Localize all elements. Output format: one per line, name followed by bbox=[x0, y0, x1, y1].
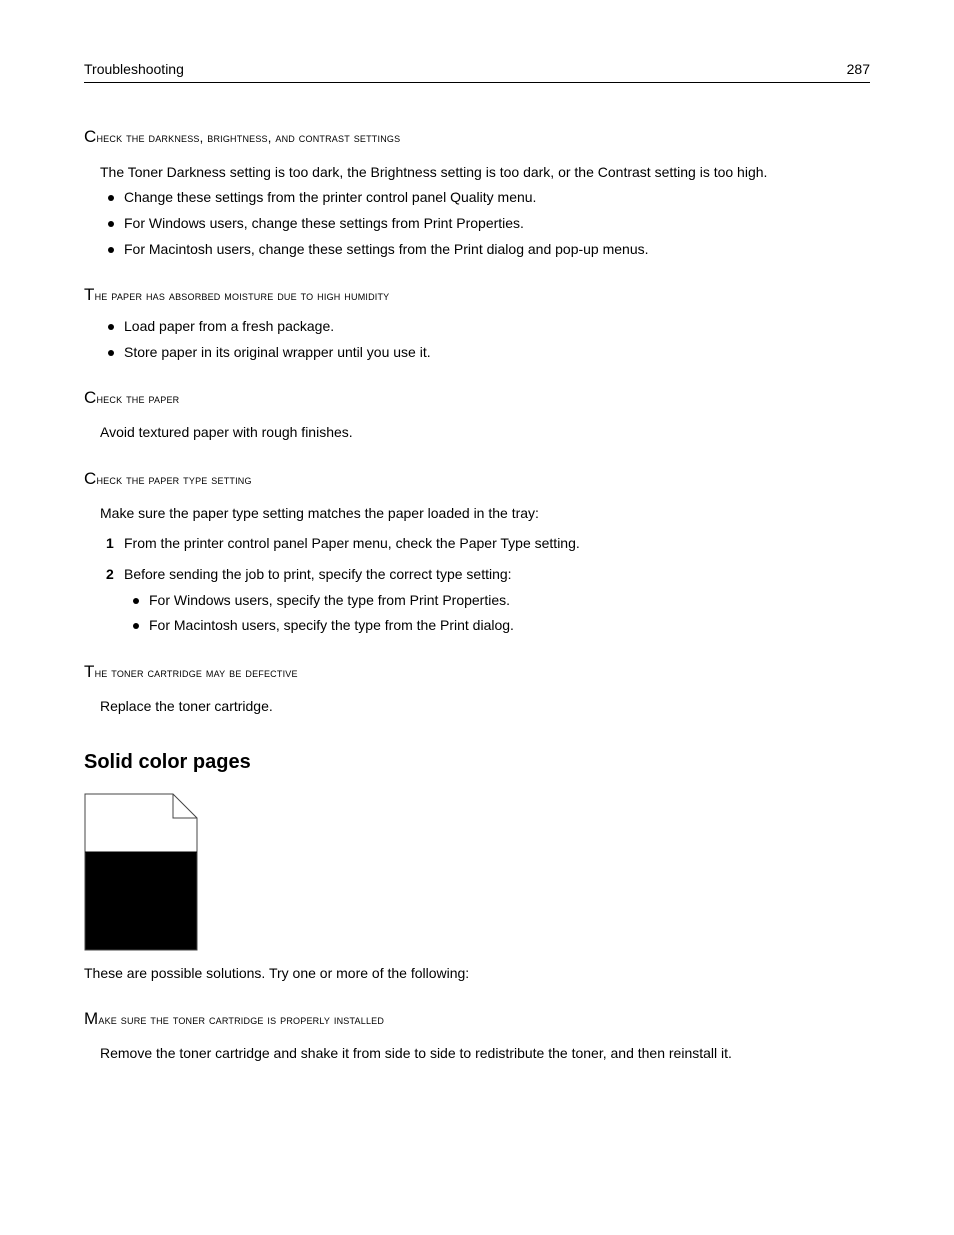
heading-toner-installed: Make sure the toner cartridge is properly installed bbox=[84, 1009, 385, 1028]
sub-list-item: For Macintosh users, specify the type from the Print dialog. bbox=[149, 617, 514, 633]
step-text: Before sending the job to print, specify the correct type setting: bbox=[124, 566, 512, 582]
step-number: 2 bbox=[106, 566, 114, 582]
paragraph-paper-type-intro: Make sure the paper type setting matches the paper loaded in the tray: bbox=[100, 505, 539, 521]
list-item: Load paper from a fresh package. bbox=[124, 318, 335, 334]
heading-paper-type: Check the paper type setting bbox=[84, 469, 252, 488]
topic-title: Solid color pages bbox=[84, 751, 251, 773]
heading-toner-defective: The toner cartridge may be defective bbox=[84, 662, 298, 681]
list-item: For Macintosh users, change these settings from the Print dialog and pop-up menus. bbox=[124, 241, 649, 257]
solid-color-page-icon bbox=[84, 793, 198, 958]
list-item: For Windows users, change these settings from Print Properties. bbox=[124, 215, 524, 231]
heading-check-paper: Check the paper bbox=[84, 388, 180, 407]
list-item: Store paper in its original wrapper until you use it. bbox=[124, 344, 431, 360]
paragraph-replace-toner: Replace the toner cartridge. bbox=[100, 698, 273, 714]
page-number: 287 bbox=[846, 61, 870, 77]
paragraph-check-paper: Avoid textured paper with rough finishes. bbox=[100, 424, 353, 440]
header-section-title: Troubleshooting bbox=[84, 61, 184, 77]
step-number: 1 bbox=[106, 535, 114, 551]
list-item: Change these settings from the printer control panel Quality menu. bbox=[124, 189, 537, 205]
sub-list-item: For Windows users, specify the type from Print Properties. bbox=[149, 592, 511, 608]
paragraph-possible-solutions: These are possible solutions. Try one or more of the following: bbox=[84, 965, 470, 981]
heading-check-darkness: Check the darkness, brightness, and contrast settings bbox=[84, 127, 401, 146]
step-text: From the printer control panel Paper menu, check the Paper Type setting. bbox=[124, 535, 580, 551]
paragraph-darkness-intro: The Toner Darkness setting is too dark, the Brightness setting is too dark, or the Contrast setting is too high. bbox=[100, 164, 768, 180]
heading-paper-moisture: The paper has absorbed moisture due to high humidity bbox=[84, 285, 390, 304]
paragraph-reinstall-toner: Remove the toner cartridge and shake it from side to side to redistribute the toner, and then reinstall it. bbox=[100, 1045, 732, 1061]
page-header bbox=[84, 60, 870, 83]
